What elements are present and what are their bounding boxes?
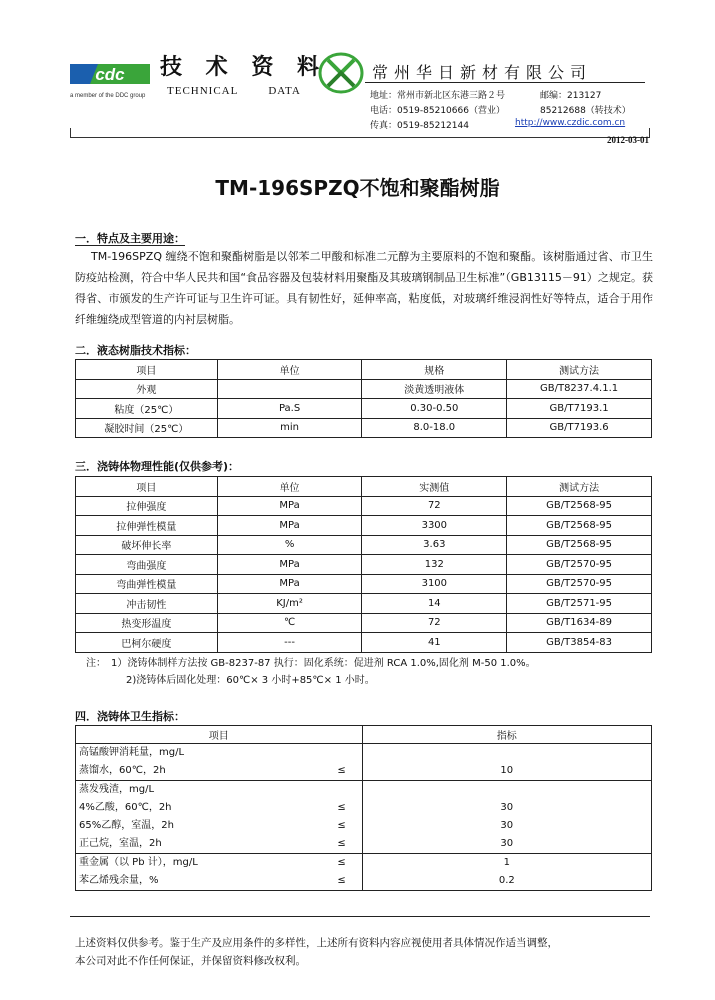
technical-label: TECHNICAL [167,85,239,97]
table-cell: GB/T3854-83 [507,633,652,653]
table-cell: GB/T7193.6 [507,418,652,438]
header-cell: 项目 [76,360,218,380]
item-line: 正己烷，室温，2h ≤ [79,838,346,849]
table-cell: 8.0-18.0 [362,418,507,438]
header-cell: 项目 [76,477,218,497]
header-cell: 实测值 [362,477,507,497]
table-cell: 0.30-0.50 [362,399,507,419]
header-rule [365,82,645,83]
table-cell: 132 [362,555,507,575]
table-cell: 3100 [362,574,507,594]
disclaimer-line-1: 上述资料仅供参考。鉴于生产及应用条件的多样性，上述所有资料内容应视使用者具体情况作适当调整， [75,937,558,949]
table-cell: 拉伸强度 [76,496,218,516]
item-line: 蒸馏水，60℃，2h ≤ [79,765,346,776]
table-cell: KJ/m² [217,594,362,614]
item-line: 重金属（以 Pb 计），mg/L ≤ [79,857,346,868]
table-row [76,781,652,854]
company-name: 常州华日新材有限公司 [372,63,593,82]
item-line: 4%乙酸，60℃，2h ≤ [79,802,346,813]
table-row [76,574,652,594]
table-cell: 外观 [76,379,218,399]
table-cell: 弯曲强度 [76,555,218,575]
table-cell: 热变形温度 [76,613,218,633]
table-cell [76,781,363,854]
section1-paragraph [75,246,653,330]
svg-text:cdc: cdc [95,65,125,84]
section1-text: TM-196SPZQ 缠绕不饱和聚酯树脂是以邻苯二甲酸和标准二元醇为主要原料的不饱和聚酯。该树脂通过省、市卫生防疫站检测，符合中华人民共和国“食品容器及包装材料用聚酯及其玻璃钢制品卫生标准”（GB13115－91）之规定。获得省、市颁发的生产许可证与卫生许可证。具有韧性好，延伸率高，粘度低，对玻璃纤维浸润性好等特点，适合于用作纤维缠绕成型管道的内衬层树脂。 [75,250,653,326]
footer-rule [70,916,650,917]
table-cell: min [217,418,362,438]
casting-physical-properties-table [75,476,652,653]
item-line: 苯乙烯残余量，% ≤ [79,875,346,886]
technical-data-en-title [167,85,331,97]
table-cell [76,744,363,781]
table-row [76,744,652,781]
header-cell: 规格 [362,360,507,380]
table-row [76,555,652,575]
company-website-link[interactable]: http://www.czdic.com.cn [515,118,626,128]
header-cell: 项目 [76,726,363,744]
table-cell: GB/T8237.4.1.1 [507,379,652,399]
document-title: TM-196SPZQ不饱和聚酯树脂 [215,176,500,200]
table-cell: % [217,535,362,555]
table-cell: GB/T2568-95 [507,516,652,536]
table-header-row [76,726,652,744]
table-cell: MPa [217,496,362,516]
company-postcode: 邮编：213127 [540,91,602,101]
item-line: 高锰酸钾消耗量，mg/L [79,747,185,758]
table-cell [76,854,363,891]
table-cell: --- [217,633,362,653]
disclaimer-line-2: 本公司对此不作任何保证，并保留资料修改权利。 [75,955,306,967]
table-row [76,594,652,614]
item-line: 65%乙醇，室温，2h ≤ [79,820,346,831]
table-cell: 弯曲弹性模量 [76,574,218,594]
section3-note-2: 2)浇铸体后固化处理：60℃× 3 小时+85℃× 1 小时。 [126,675,375,686]
section3-heading: 三．浇铸体物理性能(仅供参考)： [75,460,240,473]
table-cell: GB/T2568-95 [507,496,652,516]
table-cell: MPa [217,555,362,575]
item-line: 蒸发残渣，mg/L [79,784,155,795]
table-cell: 72 [362,496,507,516]
header-cell: 单位 [217,477,362,497]
table-cell: GB/T1634-89 [507,613,652,633]
table-header-row [76,477,652,497]
table-row [76,633,652,653]
table-cell: 冲击韧性 [76,594,218,614]
table-cell: Pa.S [217,399,362,419]
table-row [76,418,652,438]
header-bracket [70,128,650,138]
table-cell: 凝胶时间（25℃） [76,418,218,438]
header-cell: 单位 [217,360,362,380]
company-phone: 电话：0519-85210666（营业） [370,106,505,116]
table-cell: 41 [362,633,507,653]
table-cell: 粘度（25℃） [76,399,218,419]
table-cell: 14 [362,594,507,614]
table-row [76,854,652,891]
header-cell: 测试方法 [507,477,652,497]
table-cell: 72 [362,613,507,633]
company-address: 地址：常州市新北区东港三路２号 [370,91,506,101]
header-cell: 指标 [362,726,651,744]
table-cell: 拉伸弹性模量 [76,516,218,536]
table-cell: 3.63 [362,535,507,555]
table-row [76,613,652,633]
liquid-resin-spec-table [75,359,652,438]
table-cell [217,379,362,399]
table-row [76,516,652,536]
table-cell: GB/T2570-95 [507,574,652,594]
table-cell: MPa [217,516,362,536]
table-cell: GB/T2571-95 [507,594,652,614]
table-row [76,496,652,516]
table-cell: 30 30 30 [362,781,651,854]
table-cell: 3300 [362,516,507,536]
logo-subtitle: a member of the DDC group [70,93,146,99]
disclaimer [75,934,655,970]
company-phone-tech: 85212688（转技术） [540,106,631,116]
cdc-logo-icon [70,60,150,88]
table-row [76,379,652,399]
header-cell: 测试方法 [507,360,652,380]
table-row [76,399,652,419]
casting-hygiene-table [75,725,652,891]
table-cell: GB/T2568-95 [507,535,652,555]
table-cell: 巴柯尔硬度 [76,633,218,653]
table-cell: ℃ [217,613,362,633]
section2-heading: 二．液态树脂技术指标： [75,344,196,357]
document-date: 2012-03-01 [607,135,649,145]
table-cell: 1 0.2 [362,854,651,891]
section3-note-1: 注： 1）浇铸体制样方法按 GB-8237-87 执行：固化系统：促进剂 RCA 1.0%,固化剂 M-50 1.0%。 [86,658,536,669]
table-cell: GB/T7193.1 [507,399,652,419]
data-label: DATA [268,85,301,97]
company-fax: 传真：0519-85212144 [370,121,469,131]
table-cell: 10 [362,744,651,781]
technical-data-cn-title: 技 术 资 料 [160,55,327,80]
table-cell: GB/T2570-95 [507,555,652,575]
company-logo-icon [318,52,364,94]
table-header-row [76,360,652,380]
table-cell: 淡黄透明液体 [362,379,507,399]
table-row [76,535,652,555]
section1-heading: 一．特点及主要用途： [75,232,185,245]
table-cell: MPa [217,574,362,594]
table-cell: 破坏伸长率 [76,535,218,555]
section4-heading: 四．浇铸体卫生指标： [75,710,185,723]
